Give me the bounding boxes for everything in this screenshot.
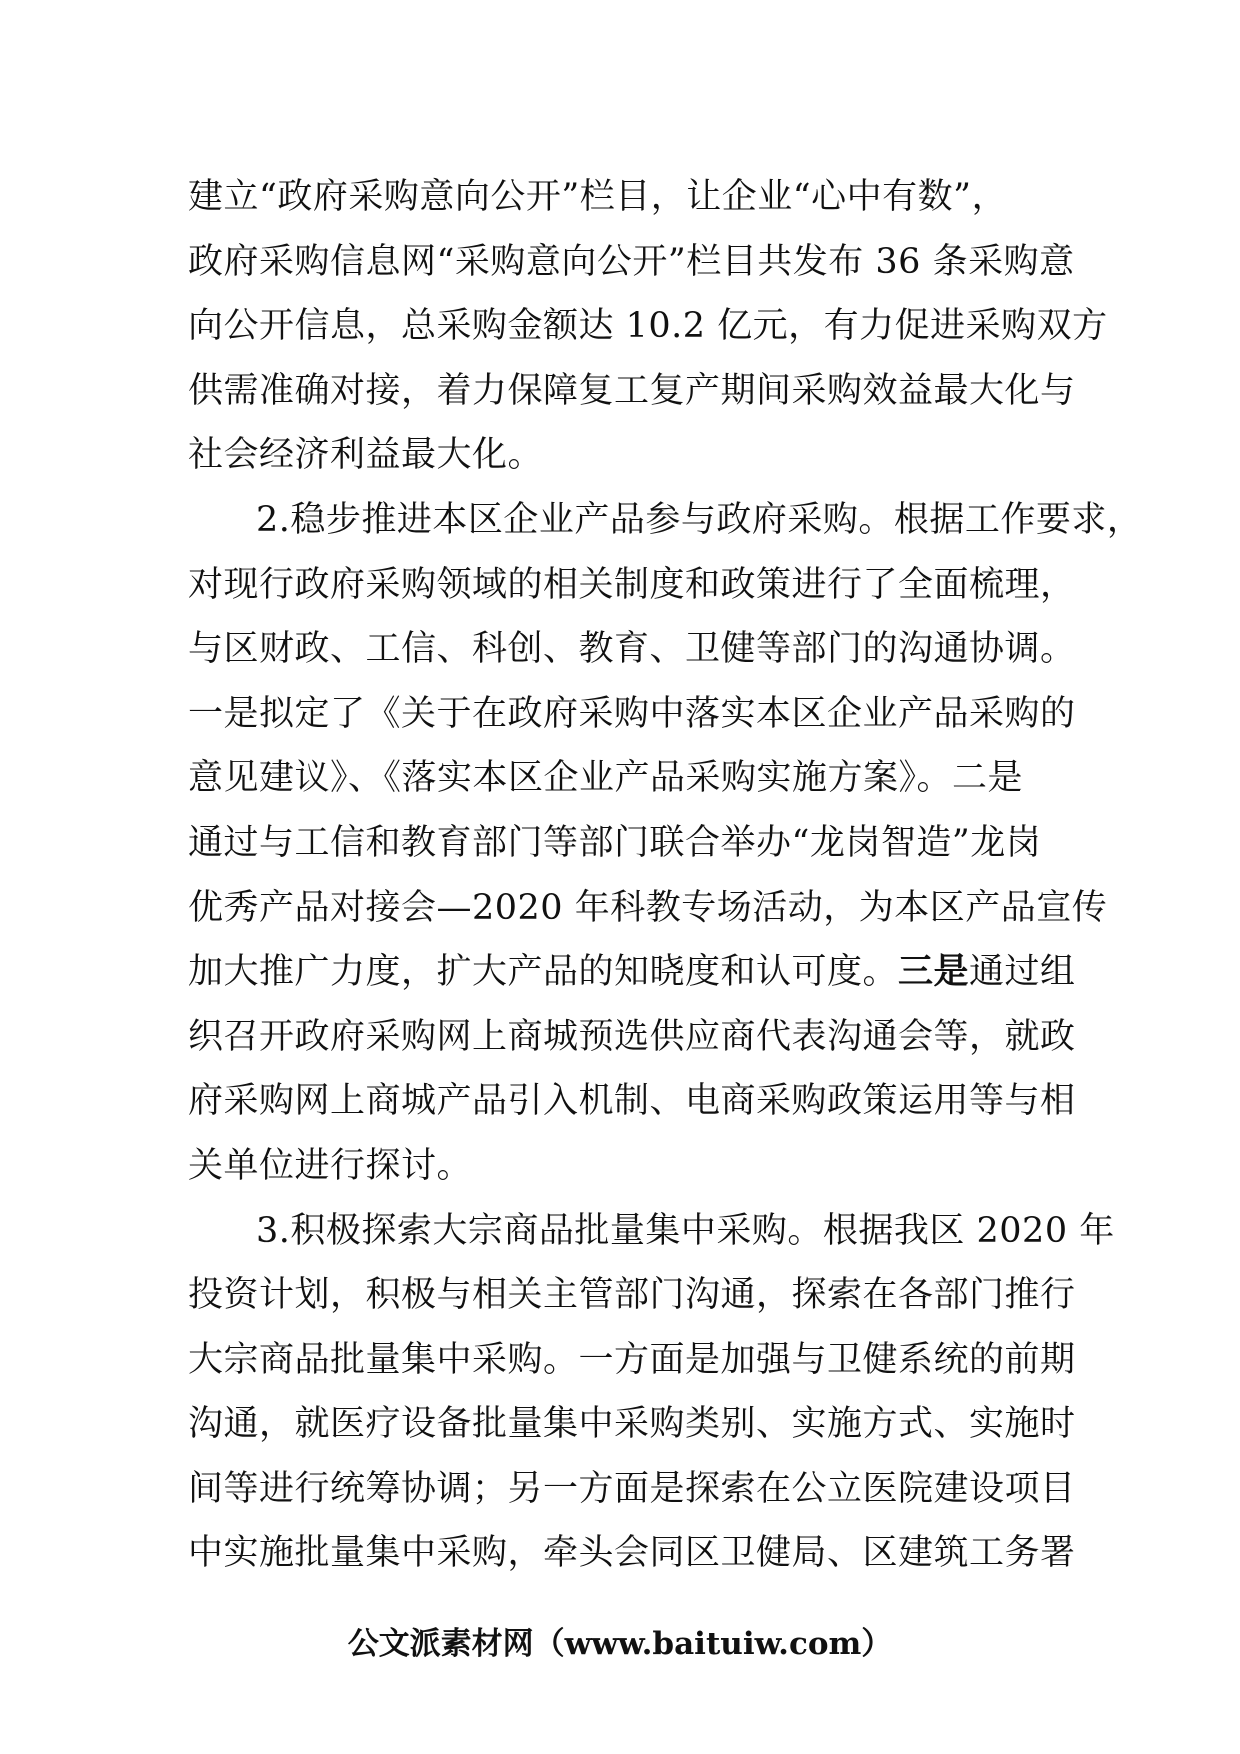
text-segment: 通过组 xyxy=(969,952,1076,993)
text-line: 与区财政、工信、科创、教育、卫健等部门的沟通协调。 xyxy=(188,629,1076,670)
text-line: 社会经济利益最大化。 xyxy=(188,435,544,476)
text-line: 政府采购信息网“采购意向公开”栏目共发布 36 条采购意 xyxy=(188,241,1075,282)
text-line: 建立“政府采购意向公开”栏目，让企业“心中有数”， xyxy=(188,177,1008,217)
text-line: 意见建议》、《落实本区企业产品采购实施方案》。二是 xyxy=(188,758,1024,799)
document-body xyxy=(188,165,1143,1586)
text-line: 供需准确对接，着力保障复工复产期间采购效益最大化与 xyxy=(188,370,1076,411)
paragraph-2-heading-line: 2.稳步推进本区企业产品参与政府采购。根据工作要求， xyxy=(256,499,1143,540)
text-line: 通过与工信和教育部门等部门联合举办“龙岗智造”龙岗 xyxy=(188,822,1042,863)
text-line-with-emphasis xyxy=(188,940,1088,1005)
footer-watermark: 公文派素材网（www.baituiw.com） xyxy=(347,1626,893,1662)
text-line: 中实施批量集中采购，牵头会同区卫健局、区建筑工务署 xyxy=(188,1533,1076,1574)
text-line: 对现行政府采购领域的相关制度和政策进行了全面梳理， xyxy=(188,564,1076,605)
text-line: 沟通，就医疗设备批量集中采购类别、实施方式、实施时 xyxy=(188,1404,1076,1445)
text-line: 大宗商品批量集中采购。一方面是加强与卫健系统的前期 xyxy=(188,1339,1076,1380)
text-line: 间等进行统筹协调；另一方面是探索在公立医院建设项目 xyxy=(188,1468,1076,1509)
bold-emphasis: 三是 xyxy=(898,952,970,993)
text-line: 府采购网上商城产品引入机制、电商采购政策运用等与相 xyxy=(188,1081,1076,1122)
text-segment: 加大推广力度，扩大产品的知晓度和认可度。 xyxy=(188,952,899,993)
text-line: 织召开政府采购网上商城预选供应商代表沟通会等，就政 xyxy=(188,1016,1076,1057)
text-line: 向公开信息，总采购金额达 10.2 亿元，有力促进采购双方 xyxy=(188,306,1108,347)
paragraph-3-heading-line: 3.积极探索大宗商品批量集中采购。根据我区 2020 年 xyxy=(256,1210,1115,1251)
text-line: 投资计划，积极与相关主管部门沟通，探索在各部门推行 xyxy=(188,1275,1076,1316)
text-line: 关单位进行探讨。 xyxy=(188,1145,473,1186)
text-line: 一是拟定了《关于在政府采购中落实本区企业产品采购的 xyxy=(188,693,1076,734)
text-line: 优秀产品对接会—2020 年科教专场活动，为本区产品宣传 xyxy=(188,887,1108,928)
